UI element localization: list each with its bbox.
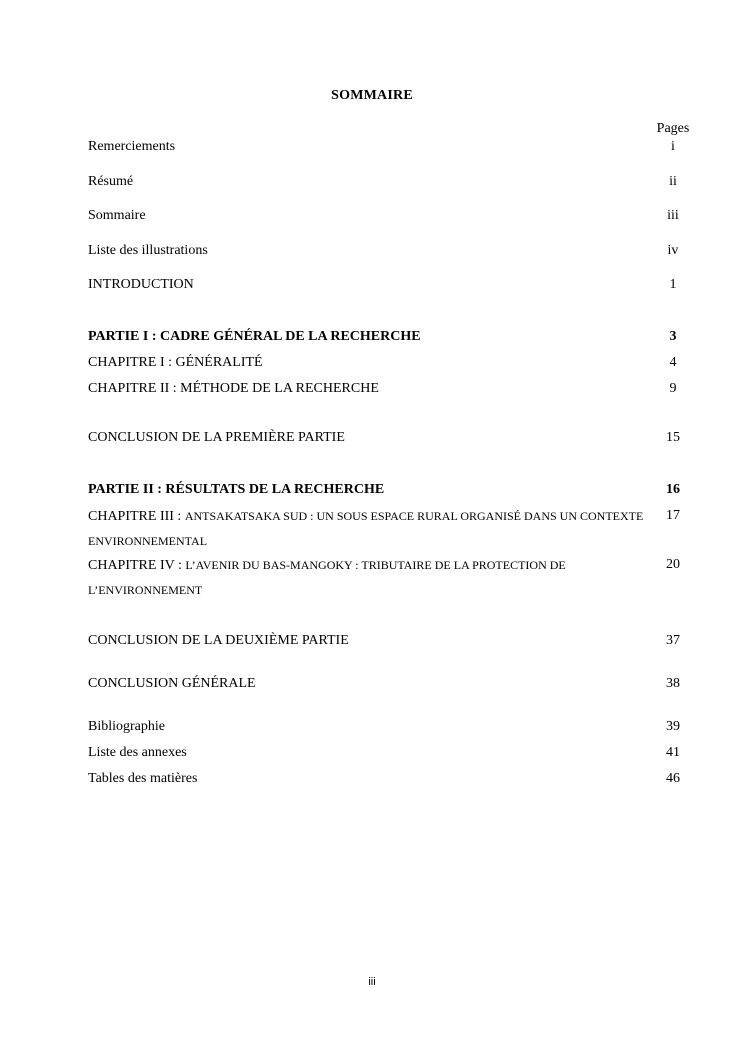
page-number: iii — [368, 976, 376, 988]
chapter-prefix: CHAPITRE I : — [88, 355, 176, 370]
toc-entry-page: ii — [669, 174, 677, 189]
toc-entry-page: 20 — [666, 557, 680, 572]
chapter-prefix: CHAPITRE II : — [88, 381, 181, 396]
page-title: SOMMAIRE — [331, 88, 413, 103]
toc-entry-label: CONCLUSION DE LA DEUXIÈME PARTIE — [88, 633, 349, 648]
toc-entry-page: 46 — [666, 771, 680, 786]
chapter-title: GÉNÉRALITÉ — [175, 355, 263, 370]
toc-entry-label-wrapper — [88, 553, 648, 603]
toc-entry-page: 37 — [666, 633, 680, 648]
toc-entry-label: INTRODUCTION — [88, 277, 194, 292]
toc-entry-page: 15 — [666, 430, 680, 445]
chapter-title: MÉTHODE DE LA RECHERCHE — [180, 381, 379, 396]
toc-entry-page: 39 — [666, 719, 680, 734]
toc-entry-label: Tables des matières — [88, 771, 198, 786]
toc-entry-page: 4 — [669, 355, 677, 370]
toc-entry-label-wrapper — [88, 504, 648, 554]
toc-entry-label: Liste des annexes — [88, 745, 187, 760]
toc-entry-page: iv — [667, 243, 679, 258]
toc-entry-label: CONCLUSION DE LA PREMIÈRE PARTIE — [88, 430, 345, 445]
toc-entry-label: PARTIE I : CADRE GÉNÉRAL DE LA RECHERCHE — [88, 329, 421, 344]
toc-entry-page: 17 — [666, 508, 680, 523]
toc-entry-label: PARTIE II : RÉSULTATS DE LA RECHERCHE — [88, 482, 385, 497]
toc-entry-page: 41 — [666, 745, 680, 760]
toc-entry-label: Bibliographie — [88, 719, 165, 734]
toc-entry-label-wrapper — [88, 354, 638, 372]
chapter-prefix: CHAPITRE IV : — [88, 558, 186, 573]
toc-entry-label: CONCLUSION GÉNÉRALE — [88, 676, 256, 691]
toc-entry-page: 38 — [666, 676, 680, 691]
chapter-title: ANTSAKATSAKA SUD : UN SOUS ESPACE RURAL ORGANISÉ DANS UN CONTEXTE ENVIRONNEMENTAL — [88, 509, 644, 548]
toc-entry-label: Sommaire — [88, 208, 146, 223]
toc-entry-page: 16 — [666, 482, 680, 497]
toc-entry-page: 3 — [669, 329, 677, 344]
toc-entry-label: Liste des illustrations — [88, 243, 208, 258]
toc-entry-page: iii — [667, 208, 679, 223]
toc-entry-page: 9 — [669, 381, 677, 396]
chapter-prefix: CHAPITRE III : — [88, 509, 185, 524]
pages-column-header: Pages — [656, 121, 690, 136]
toc-entry-page: i — [671, 139, 675, 154]
toc-entry-page: 1 — [669, 277, 677, 292]
toc-entry-label-wrapper — [88, 380, 638, 398]
toc-entry-label: Résumé — [88, 174, 134, 189]
toc-entry-label: Remerciements — [88, 139, 176, 154]
chapter-title: L’AVENIR DU BAS-MANGOKY : TRIBUTAIRE DE LA PROTECTION DE L’ENVIRONNEMENT — [88, 558, 566, 597]
